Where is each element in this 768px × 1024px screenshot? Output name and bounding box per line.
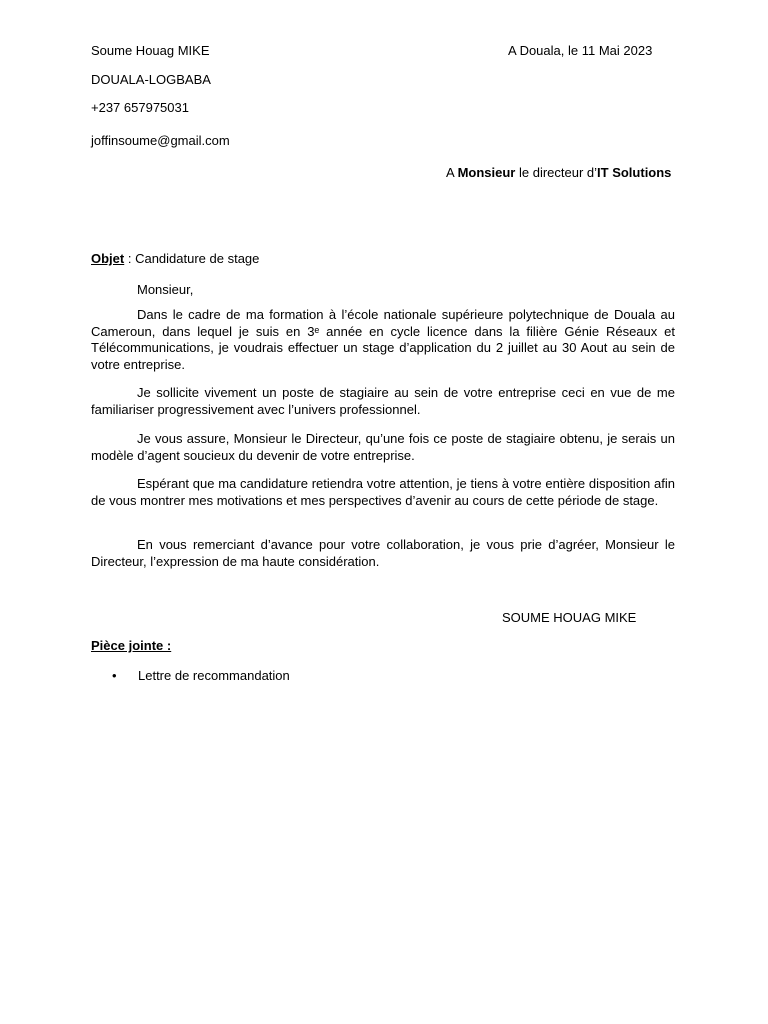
subject-line [91, 251, 259, 268]
body-paragraph: Espérant que ma candidature retiendra votre attention, je tiens à votre entière disposition afin de vous montrer mes motivations et mes perspectives d’avenir au cours de cette période de stage. [91, 476, 675, 508]
date-line: A Douala, le 11 Mai 2023 [508, 43, 653, 58]
signature-name: SOUME HOUAG MIKE [502, 610, 637, 625]
sender-city: DOUALA-LOGBABA [91, 72, 211, 87]
recipient-company: IT Solutions [597, 165, 672, 180]
recipient-line [446, 165, 671, 182]
recipient-middle: le directeur d’ [515, 165, 598, 180]
body-paragraph: En vous remerciant d’avance pour votre collaboration, je vous prie d’agréer, Monsieur le Directeur, l’expression de ma haute considération. [91, 537, 675, 569]
body-paragraph: Je vous assure, Monsieur le Directeur, qu’une fois ce poste de stagiaire obtenu, je serais un modèle d’agent soucieux du devenir de votre entreprise. [91, 431, 675, 463]
body-paragraph: Je sollicite vivement un poste de stagiaire au sein de votre entreprise ceci en vue de me familiariser progressivement avec l’univers professionnel. [91, 385, 675, 417]
salutation: Monsieur, [137, 282, 194, 297]
subject-separator: : [124, 251, 136, 266]
recipient-prefix: A [446, 165, 458, 180]
subject-label: Objet [91, 251, 125, 266]
subject-text: Candidature de stage [135, 251, 260, 266]
recipient-title: Monsieur [457, 165, 516, 180]
sender-name: Soume Houag MIKE [91, 43, 210, 58]
attachment-label: Lettre de recommandation [138, 668, 290, 683]
attachments-title: Pièce jointe : [91, 638, 172, 653]
body-paragraph: Dans le cadre de ma formation à l’école nationale supérieure polytechnique de Douala au Cameroun, dans lequel je suis en 3ᵉ année en cycle licence dans la filière Génie Réseaux et Télécommunications, je voudrais effectuer un stage d’application du 2 juillet au 30 Aout au sein de votre entreprise. [91, 307, 675, 372]
attachments-list [112, 668, 290, 685]
sender-email: joffinsoume@gmail.com [91, 133, 230, 148]
list-item [112, 668, 290, 685]
sender-phone: +237 657975031 [91, 100, 189, 115]
bullet-icon: • [112, 668, 117, 683]
